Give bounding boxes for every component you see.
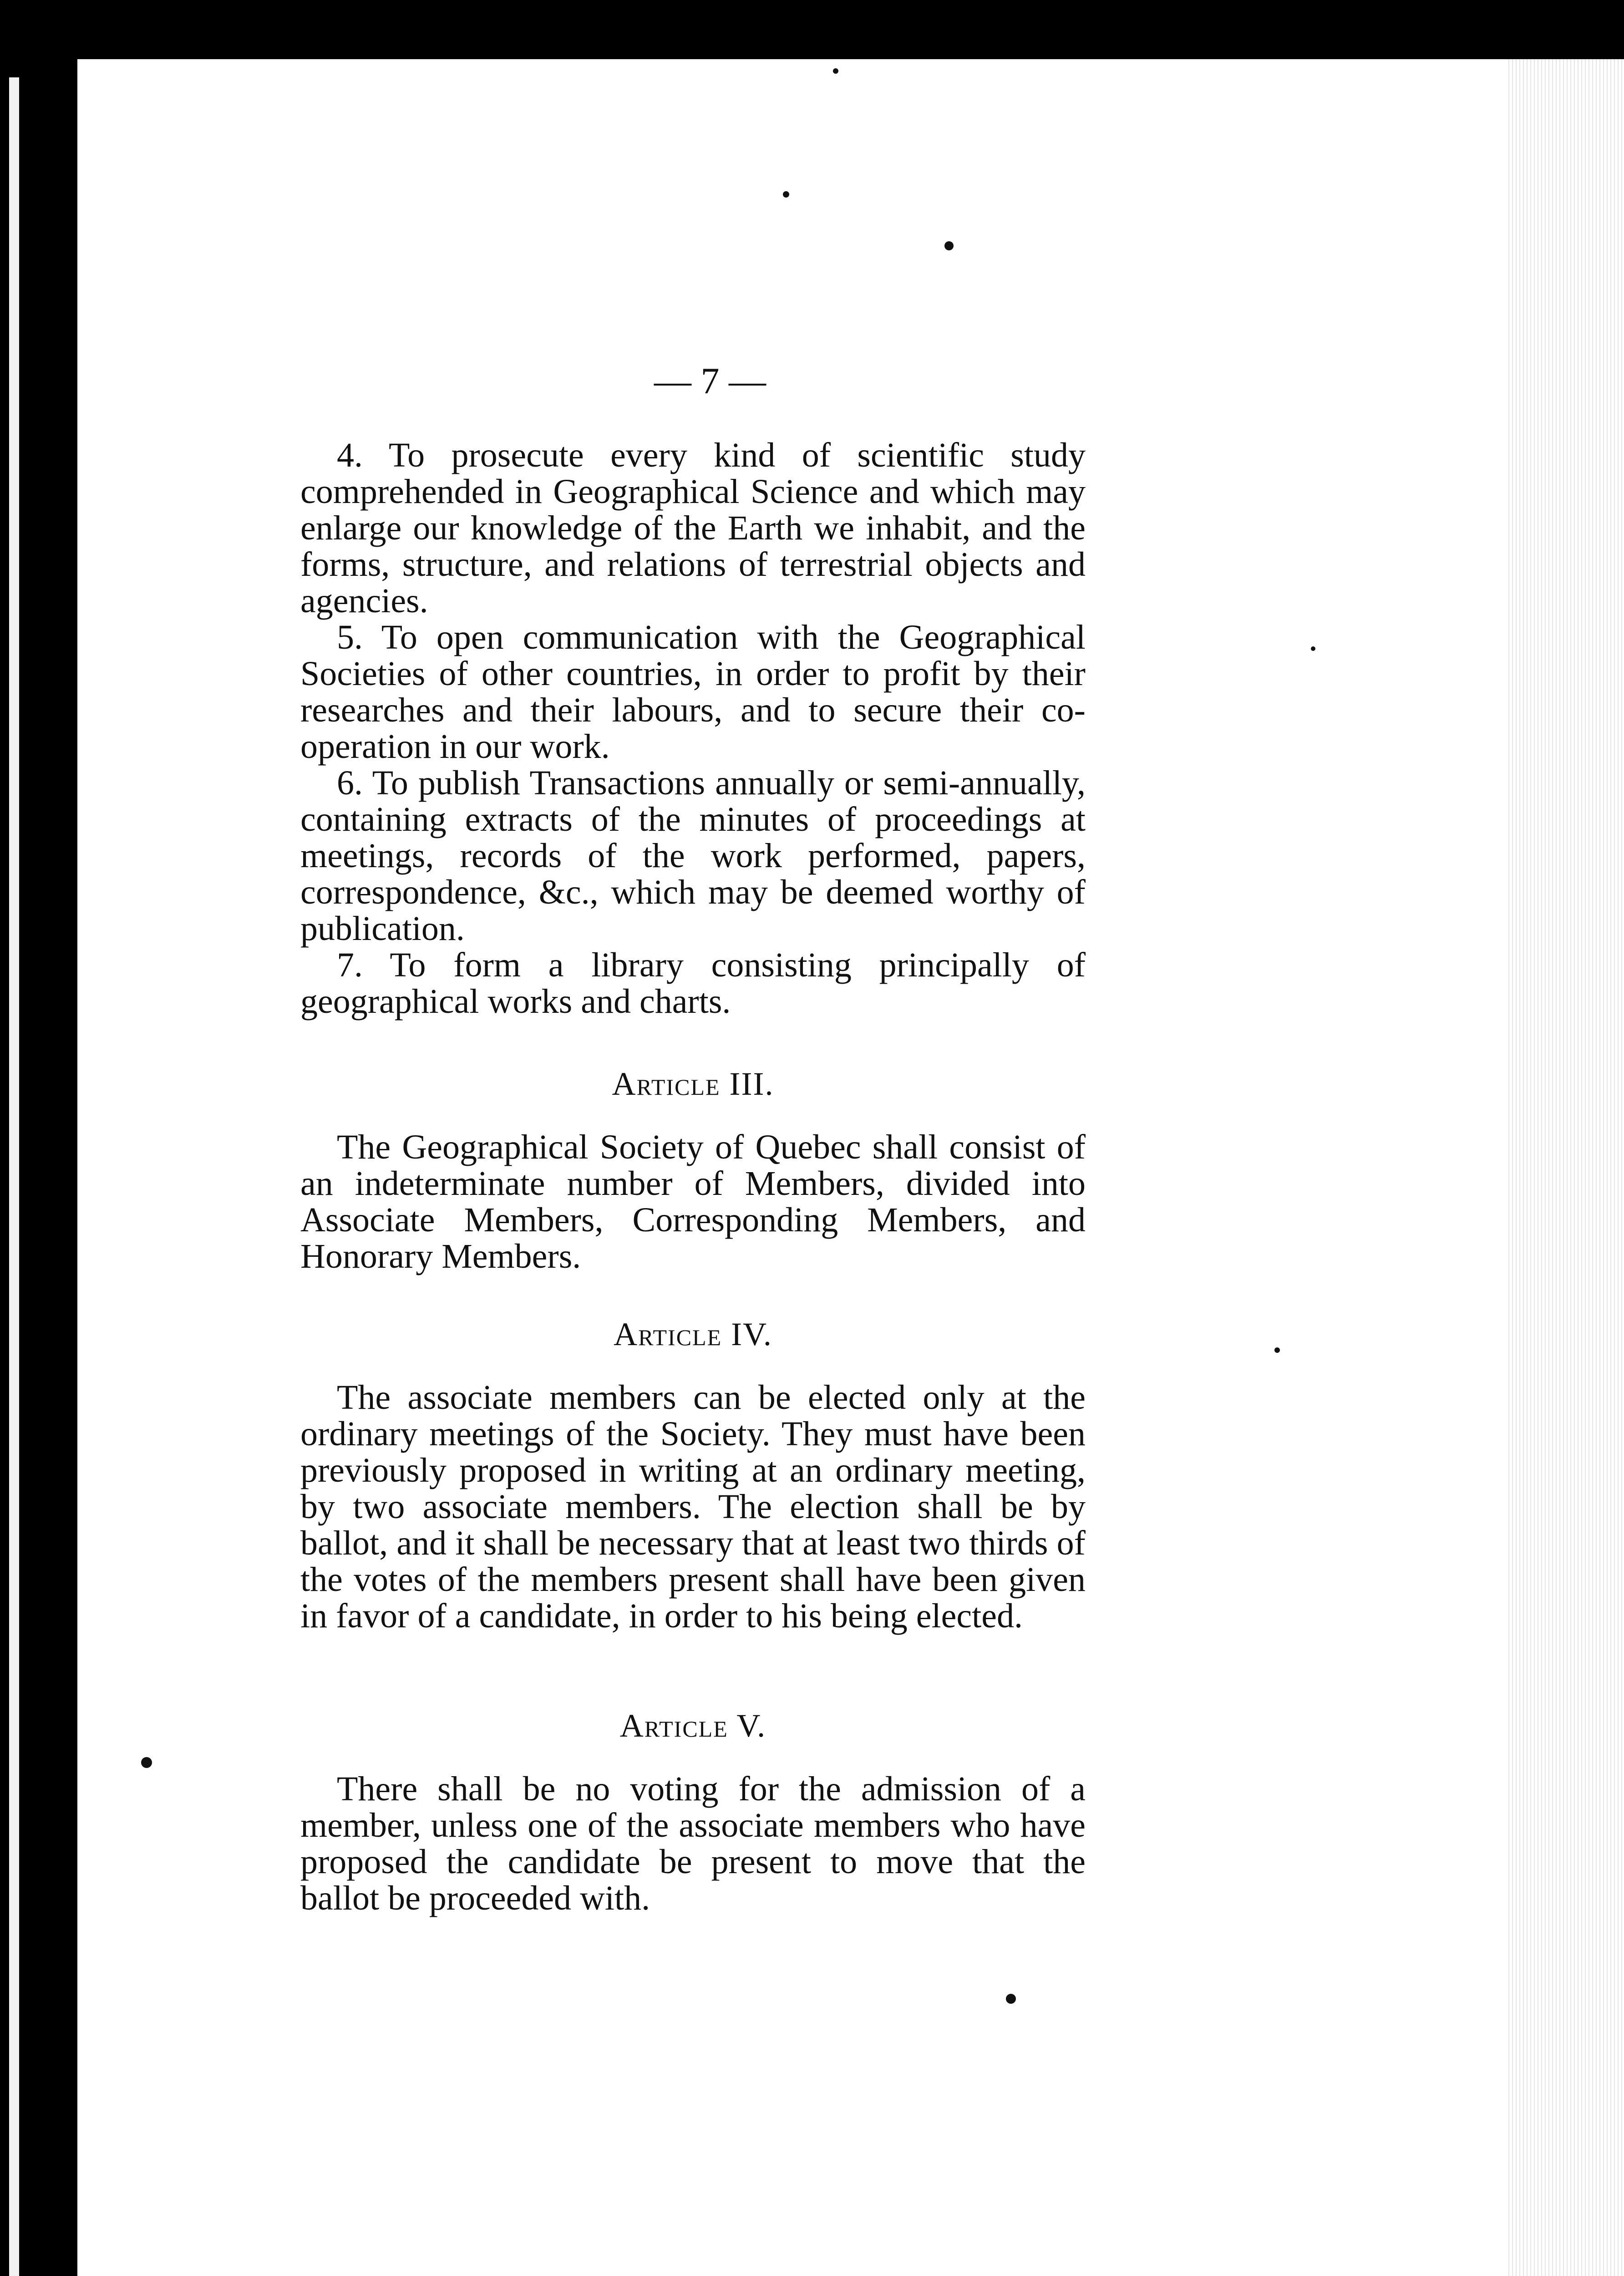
article-ii-item-4: 4. To prosecute every kind of scientific study comprehended in Geographical Science and which may enlarge our knowledge of the Earth we inhabit, and the forms, structure, and relations of terrestrial objects and agencies. (300, 436, 1086, 620)
article-ii-items (300, 437, 1086, 1020)
article-v-heading: Article V. (619, 1707, 766, 1744)
scan-speck (141, 1757, 152, 1768)
scan-speck (1311, 646, 1315, 651)
left-edge-strip (9, 77, 19, 2276)
scan-speck (783, 191, 789, 198)
right-edge-grain (1506, 59, 1624, 2276)
article-ii-item-6: 6. To publish Transactions annually or semi-annually, containing extracts of the minutes of proceedings at meetings, records of the work performed, papers, correspondence, &c., which may be deemed worthy of publication. (300, 764, 1086, 948)
article-iii-heading: Article III. (612, 1066, 774, 1102)
scan-speck (833, 68, 838, 74)
article-iv-heading: Article IV. (614, 1316, 772, 1352)
article-v-section (300, 1771, 1086, 1916)
scan-speck (944, 241, 954, 250)
article-iv-body: The associate members can be elected only at the ordinary meetings of the Society. They must have been previously proposed in writing at an ordinary meeting, by two associate members. The election shall be by ballot, and it shall be necessary that at least two thirds of the votes of the members present shall have been given in favor of a candidate, in order to his being elected. (300, 1378, 1086, 1635)
scan-speck (1006, 1994, 1016, 2004)
article-ii-item-7: 7. To form a library consisting principally of geographical works and charts. (300, 946, 1086, 1021)
article-ii-item-5: 5. To open communication with the Geographical Societies of other countries, in order to profit by their researches and their labours, and to secure their co-operation in our work. (300, 618, 1086, 766)
article-v-body: There shall be no voting for the admission of a member, unless one of the associate members who have proposed the candidate be present to move that the ballot be proceeded with. (300, 1770, 1086, 1917)
page-number: — 7 — (654, 360, 766, 401)
article-iii-section (300, 1129, 1086, 1275)
article-iv-section (300, 1379, 1086, 1634)
article-iii-body: The Geographical Society of Quebec shall consist of an indeterminate number of Members, divided into Associate Members, Corresponding Members, and Honorary Members. (300, 1128, 1086, 1275)
scan-speck (1274, 1347, 1280, 1353)
